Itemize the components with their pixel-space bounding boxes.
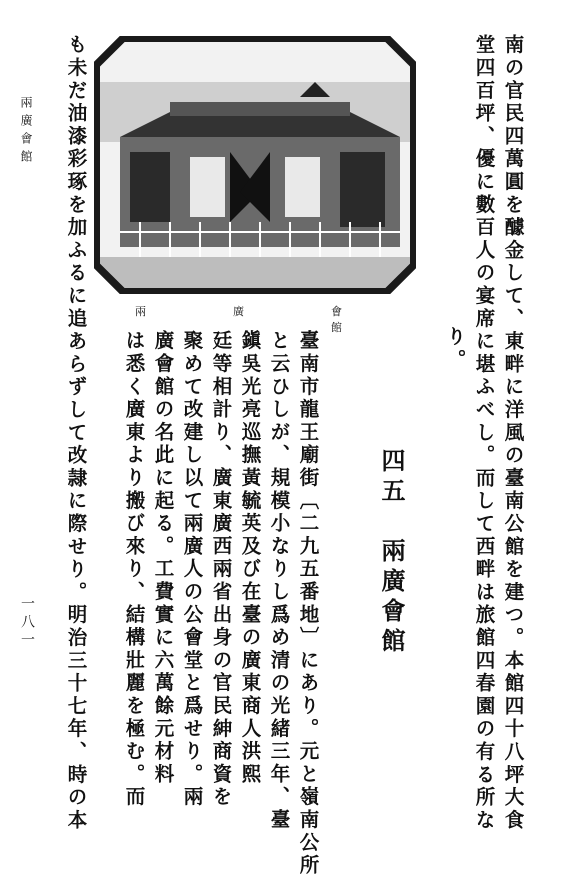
running-head: 兩廣會館: [19, 96, 33, 168]
building-photo-image: [100, 42, 410, 288]
page-number: 一八一: [19, 596, 35, 650]
building-photo: [100, 42, 410, 288]
body-line: 堂四百坪、優に數百人の宴席に堪ふべし。而して西畔は旅館四春園の有る所な: [472, 34, 496, 832]
section-heading: 四五 兩廣會館: [377, 448, 406, 658]
body-line: 廣會館の名此に起る。工費實に六萬餘元材料: [151, 330, 175, 786]
body-line: り。: [443, 326, 467, 372]
body-line: と云ひしが、規模小なりし爲め清の光緒三年、臺: [267, 330, 291, 832]
body-line: 廷等相計り、廣東廣西兩省出身の官民紳商資を: [209, 330, 233, 809]
body-line: は悉く廣東より搬び來り、結構壯麗を極む。而: [122, 330, 146, 809]
body-line: 聚めて改建し以て兩廣人の公會堂と爲せり。兩: [180, 330, 204, 809]
photo-frame: [94, 36, 416, 294]
photo-caption-text: 兩 廣 會 館: [86, 305, 380, 334]
body-line: 鎭吳光亮巡撫黃毓英及び在臺の廣東商人洪熙: [238, 330, 262, 786]
body-line: 臺南市龍王廟街〔二九五番地〕にあり。元と嶺南公所: [296, 330, 320, 877]
body-line: 南の官民四萬圓を醵金して、東畔に洋風の臺南公館を建つ。本館四十八坪大食: [501, 34, 525, 832]
body-line: も未だ油漆彩琢を加ふるに追あらずして改隷に際せり。明治三十七年、時の本: [64, 34, 88, 832]
photo-caption: [86, 303, 380, 334]
